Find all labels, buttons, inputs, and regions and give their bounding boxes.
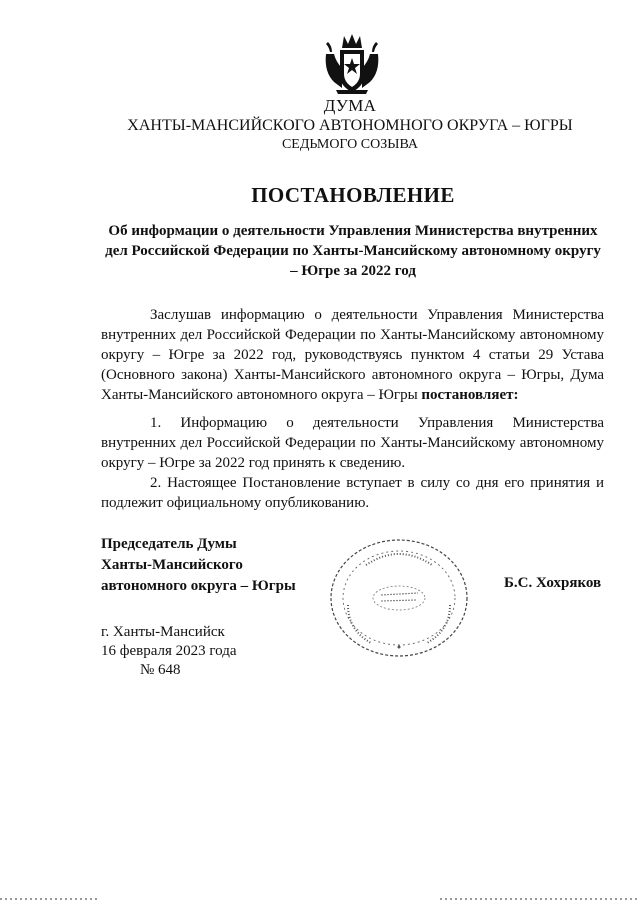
- signer-position-line: автономного округа – Югры: [101, 578, 296, 594]
- signer-position: [101, 534, 321, 597]
- signer-name: Б.С. Хохряков: [504, 575, 602, 591]
- document-date: 16 февраля 2023 года: [101, 643, 237, 659]
- issuer-convocation: СЕДЬМОГО СОЗЫВА: [281, 137, 419, 152]
- document-place: г. Ханты-Мансийск: [101, 624, 225, 640]
- document-subject: Об информации о деятельности Управления Министерства внутренних дел Российской Федерации по Ханты-Мансийскому автономному округу – Югре за 2022 год: [105, 223, 601, 279]
- intro-text: Заслушав информацию о деятельности Управления Министерства внутренних дел Российской Федерации по Ханты-Мансийскому автономному округу – Югре за 2022 год, руководствуясь пунктом 4 статьи 29 Устава (Основного закона) Ханты-Мансийского автономного округа – Югры, Дума Ханты-Мансийского автономного округа – Югры: [101, 307, 604, 403]
- official-stamp-seal: [326, 535, 472, 661]
- resolves-keyword: постановляет:: [421, 387, 519, 403]
- resolution-item-1: 1. Информацию о деятельности Управления Министерства внутренних дел Российской Федерации по Ханты-Мансийскому автономному округу – Югре за 2022 год принять к сведению.: [101, 415, 604, 471]
- intro-paragraph: [101, 305, 604, 405]
- issuer-name: ДУМА: [323, 96, 377, 115]
- signer-position-line: Ханты-Мансийского: [101, 557, 243, 573]
- issuer-region: ХАНТЫ-МАНСИЙСКОГО АВТОНОМНОГО ОКРУГА – ЮГРЫ: [127, 117, 573, 134]
- coat-of-arms-emblem: [322, 32, 382, 96]
- scan-edge-marks: [0, 893, 640, 905]
- resolution-item-2: 2. Настоящее Постановление вступает в силу со дня его принятия и подлежит официальному опубликованию.: [101, 475, 604, 511]
- document-number: № 648: [140, 662, 181, 678]
- signer-position-line: Председатель Думы: [101, 536, 237, 552]
- document-title: ПОСТАНОВЛЕНИЕ: [251, 183, 455, 207]
